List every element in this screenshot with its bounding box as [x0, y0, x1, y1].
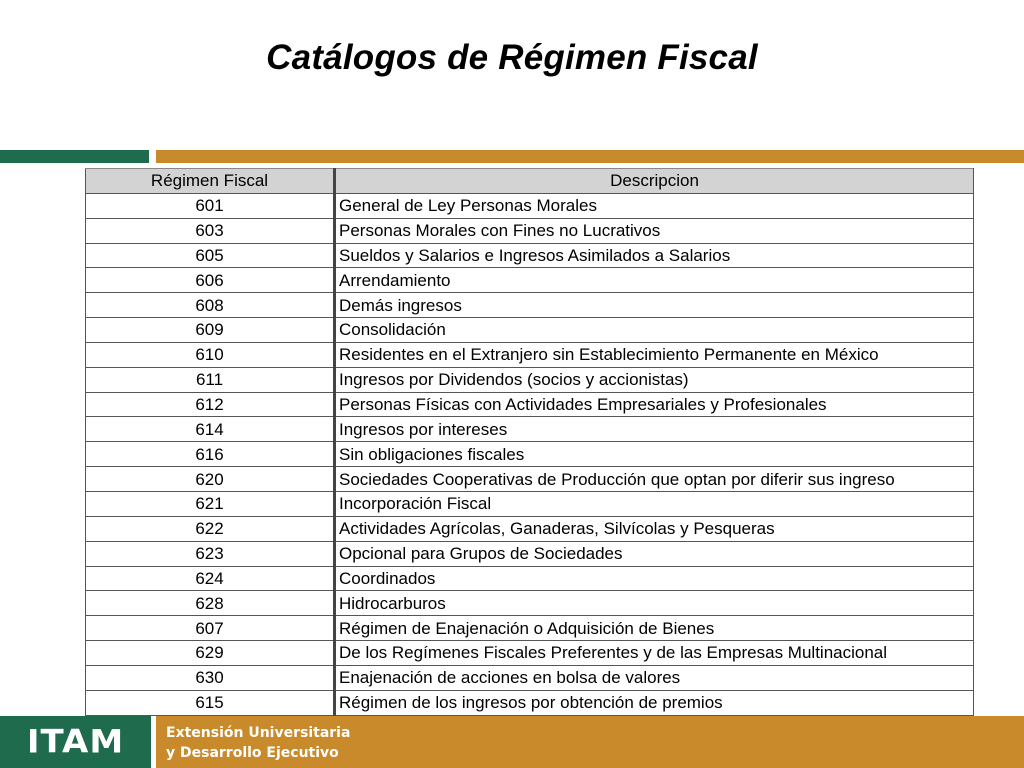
table-row: [86, 566, 974, 591]
regimen-code-cell: 610: [86, 342, 335, 367]
table-row: [86, 293, 974, 318]
table-row: [86, 193, 974, 218]
regimen-code-cell: 629: [86, 641, 335, 666]
description-cell: Incorporación Fiscal: [335, 491, 974, 516]
regimen-code-cell: 628: [86, 591, 335, 616]
itam-logo: ITAM: [26, 723, 125, 761]
description-cell: Opcional para Grupos de Sociedades: [335, 541, 974, 566]
regimen-code-cell: 603: [86, 218, 335, 243]
regimen-code-cell: 623: [86, 541, 335, 566]
top-stripe-green: [0, 150, 149, 163]
table-row: [86, 591, 974, 616]
regimen-fiscal-table: [85, 168, 973, 716]
description-cell: Ingresos por Dividendos (socios y accionistas): [335, 367, 974, 392]
table-row: [86, 641, 974, 666]
description-cell: Régimen de Enajenación o Adquisición de Bienes: [335, 616, 974, 641]
regimen-code-cell: 601: [86, 193, 335, 218]
table-row: [86, 442, 974, 467]
description-cell: Ingresos por intereses: [335, 417, 974, 442]
regimen-code-cell: 615: [86, 690, 335, 715]
regimen-code-cell: 605: [86, 243, 335, 268]
table-body: [86, 193, 974, 715]
regimen-code-cell: 621: [86, 491, 335, 516]
footer-bar: [0, 716, 1024, 768]
description-cell: Coordinados: [335, 566, 974, 591]
regimen-code-cell: 624: [86, 566, 335, 591]
footer-line-2: y Desarrollo Ejecutivo: [166, 745, 339, 761]
description-cell: Actividades Agrícolas, Ganaderas, Silvícolas y Pesqueras: [335, 516, 974, 541]
regimen-code-cell: 606: [86, 268, 335, 293]
regimen-code-cell: 622: [86, 516, 335, 541]
table-row: [86, 616, 974, 641]
regimen-code-cell: 607: [86, 616, 335, 641]
description-cell: Personas Físicas con Actividades Empresariales y Profesionales: [335, 392, 974, 417]
regimen-code-cell: 620: [86, 467, 335, 492]
table-row: [86, 392, 974, 417]
header-descripcion: Descripcion: [335, 169, 974, 194]
table-row: [86, 690, 974, 715]
header-regimen-fiscal: Régimen Fiscal: [86, 169, 335, 194]
table-row: [86, 541, 974, 566]
table-header-row: [86, 169, 974, 194]
table-row: [86, 467, 974, 492]
description-cell: Sueldos y Salarios e Ingresos Asimilados a Salarios: [335, 243, 974, 268]
table-row: [86, 491, 974, 516]
regimen-code-cell: 608: [86, 293, 335, 318]
regimen-code-cell: 614: [86, 417, 335, 442]
top-stripe-gold: [156, 150, 1024, 163]
footer-line-1: Extensión Universitaria: [166, 725, 351, 741]
description-cell: Sociedades Cooperativas de Producción que optan por diferir sus ingreso: [335, 467, 974, 492]
description-cell: Demás ingresos: [335, 293, 974, 318]
table-row: [86, 342, 974, 367]
description-cell: Enajenación de acciones en bolsa de valores: [335, 665, 974, 690]
table-row: [86, 218, 974, 243]
table-row: [86, 417, 974, 442]
regimen-code-cell: 616: [86, 442, 335, 467]
page-title: Catálogos de Régimen Fiscal: [266, 38, 758, 77]
description-cell: Arrendamiento: [335, 268, 974, 293]
footer-logo-block: [0, 716, 151, 768]
description-cell: General de Ley Personas Morales: [335, 193, 974, 218]
table-row: [86, 243, 974, 268]
regimen-code-cell: 611: [86, 367, 335, 392]
table-row: [86, 268, 974, 293]
description-cell: Personas Morales con Fines no Lucrativos: [335, 218, 974, 243]
description-cell: De los Regímenes Fiscales Preferentes y de las Empresas Multinacional: [335, 641, 974, 666]
regimen-code-cell: 609: [86, 318, 335, 343]
regimen-code-cell: 630: [86, 665, 335, 690]
description-cell: Hidrocarburos: [335, 591, 974, 616]
table-row: [86, 367, 974, 392]
description-cell: Consolidación: [335, 318, 974, 343]
table-row: [86, 665, 974, 690]
regimen-code-cell: 612: [86, 392, 335, 417]
description-cell: Régimen de los ingresos por obtención de premios: [335, 690, 974, 715]
footer-text-block: [156, 716, 1024, 768]
table-row: [86, 318, 974, 343]
table-row: [86, 516, 974, 541]
description-cell: Sin obligaciones fiscales: [335, 442, 974, 467]
description-cell: Residentes en el Extranjero sin Establecimiento Permanente en México: [335, 342, 974, 367]
